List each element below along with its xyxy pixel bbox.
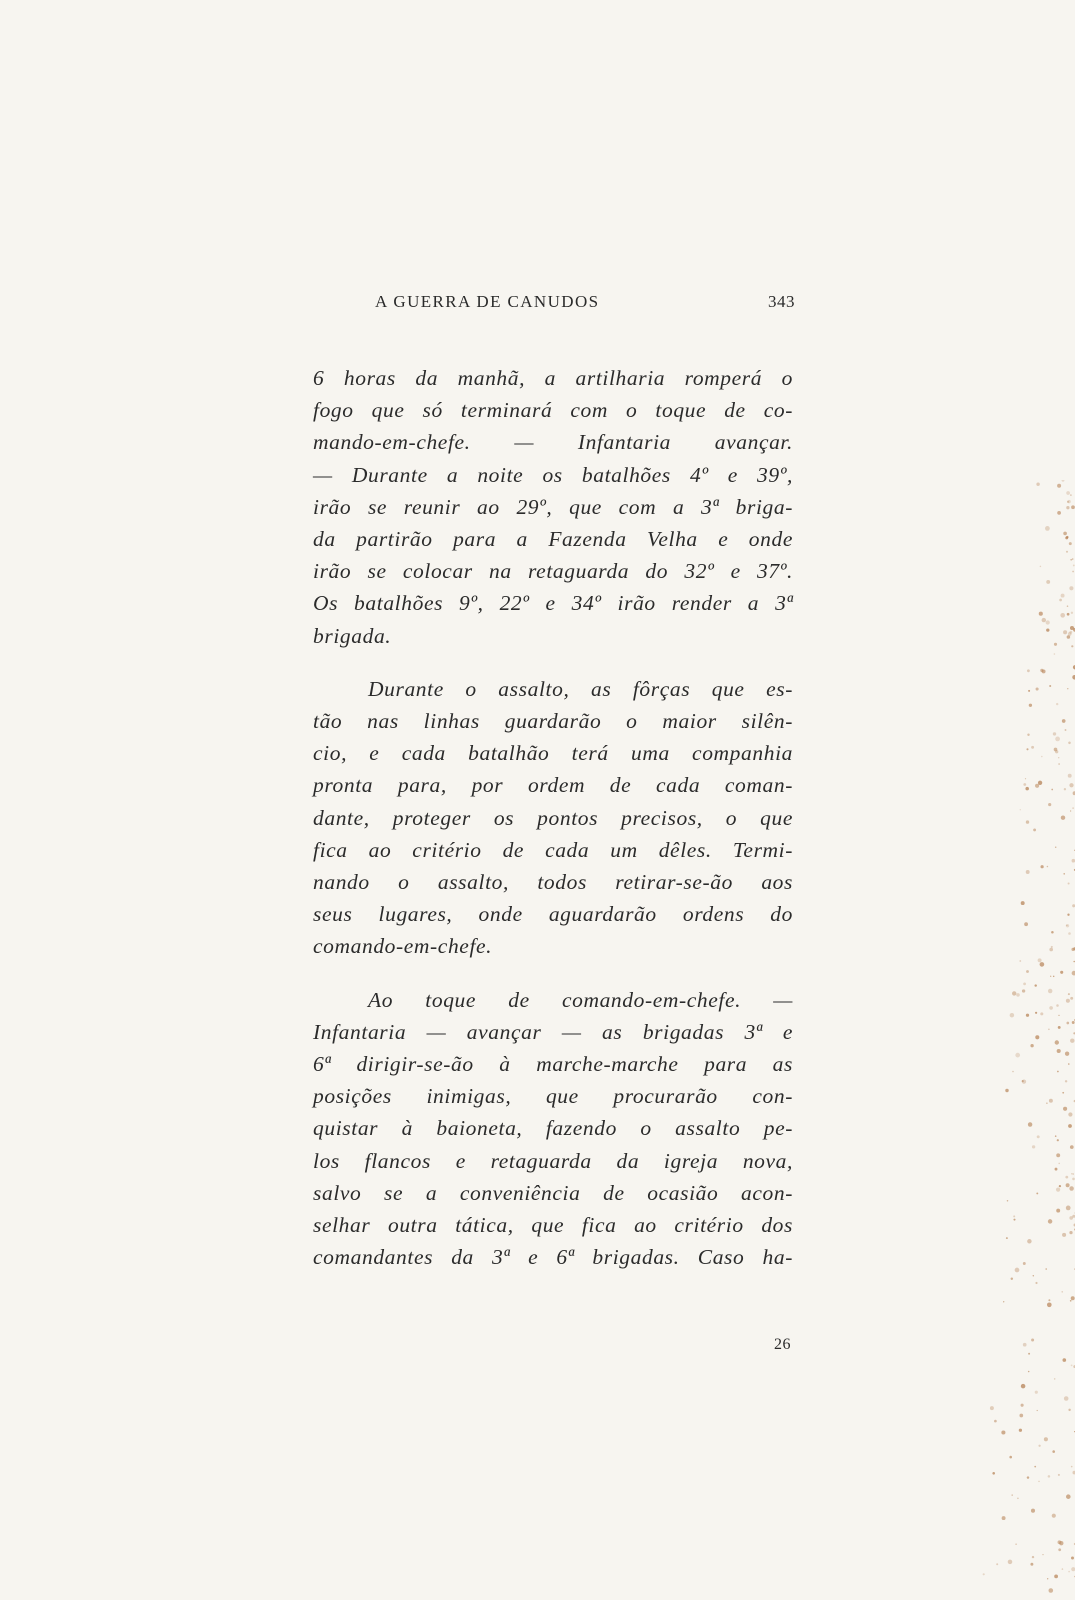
foxing-speck (1066, 506, 1069, 509)
text-line: mando-em-chefe. — Infantaria avançar. (313, 430, 793, 455)
foxing-speck (1023, 1262, 1026, 1265)
foxing-speck (1047, 866, 1049, 868)
foxing-speck (1035, 1035, 1039, 1039)
foxing-speck (1069, 586, 1073, 590)
foxing-speck (1021, 1404, 1024, 1407)
foxing-speck (1035, 1391, 1038, 1394)
foxing-speck (1006, 1237, 1008, 1239)
body-text (313, 362, 793, 1273)
foxing-speck (1056, 1187, 1060, 1191)
foxing-speck (1040, 865, 1043, 868)
foxing-speck (1068, 1571, 1070, 1573)
foxing-speck (994, 1420, 997, 1423)
page-header (375, 292, 795, 322)
foxing-speck (1056, 703, 1058, 705)
text-line: fica ao critério de cada um dêles. Termi- (313, 837, 793, 862)
paragraph (313, 362, 793, 652)
foxing-speck (1037, 1135, 1040, 1138)
foxing-speck (1038, 781, 1042, 785)
foxing-speck (1064, 1396, 1069, 1401)
foxing-speck (1068, 1112, 1072, 1116)
foxing-speck (1066, 551, 1068, 553)
foxing-speck (1053, 732, 1056, 735)
text-line: selhar outra tática, que fica ao critério dos (313, 1213, 793, 1238)
foxing-speck (1058, 1026, 1061, 1029)
text-line: irão se reunir ao 29º, que com a 3ª briga- (313, 494, 793, 519)
foxing-speck (1054, 643, 1057, 646)
foxing-speck (1025, 787, 1029, 791)
text-line: pronta para, por ordem de cada coman- (313, 773, 793, 798)
foxing-speck (1048, 1588, 1053, 1593)
foxing-speck (1066, 1206, 1071, 1211)
foxing-speck (1053, 976, 1054, 977)
foxing-speck (1049, 1099, 1053, 1103)
foxing-speck (1055, 1168, 1058, 1171)
foxing-speck (1069, 542, 1072, 545)
foxing-speck (1038, 958, 1042, 962)
foxing-speck (1072, 1173, 1074, 1175)
foxing-speck (983, 1573, 985, 1575)
foxing-speck (1040, 669, 1043, 672)
foxing-speck (1072, 558, 1074, 560)
foxing-speck (1066, 1022, 1069, 1025)
foxing-speck (1072, 1021, 1075, 1024)
foxing-speck (1069, 631, 1072, 634)
foxing-speck (1035, 1282, 1037, 1284)
foxing-speck (1057, 1049, 1061, 1053)
foxing-speck (1057, 511, 1061, 515)
foxing-speck (1071, 612, 1073, 614)
text-line: nando o assalto, todos retirar-se-ão aos (313, 870, 793, 895)
text-line: 6 horas da manhã, a artilharia romperá o (313, 366, 793, 390)
foxing-speck (1062, 1092, 1064, 1094)
foxing-speck (1066, 536, 1068, 538)
foxing-speck (1041, 756, 1043, 758)
foxing-speck (1071, 1296, 1075, 1300)
text-line: Os batalhões 9º, 22º e 34º irão render a 3ª (313, 591, 793, 616)
foxing-speck (1012, 1071, 1014, 1073)
foxing-speck (1047, 1302, 1052, 1307)
foxing-speck (1072, 807, 1074, 809)
foxing-speck (1028, 690, 1030, 692)
foxing-speck (1054, 653, 1056, 655)
foxing-speck (1027, 1476, 1029, 1478)
foxing-speck (1051, 789, 1053, 791)
foxing-speck (1051, 931, 1054, 934)
foxing-speck (1064, 788, 1066, 790)
foxing-speck (1065, 1176, 1068, 1179)
text-line: seus lugares, onde aguardarão ordens do (313, 902, 793, 927)
foxing-speck (1062, 1568, 1064, 1570)
foxing-speck (1070, 997, 1073, 1000)
foxing-speck (1015, 1268, 1020, 1273)
foxing-speck (1056, 1153, 1060, 1157)
foxing-speck (1036, 1192, 1038, 1194)
foxing-speck (1019, 1414, 1023, 1418)
foxing-speck (1009, 1456, 1012, 1459)
foxing-speck (1063, 630, 1067, 634)
foxing-speck (1062, 480, 1065, 482)
foxing-speck (1034, 984, 1036, 986)
foxing-speck (1028, 1371, 1030, 1373)
foxing-speck (1059, 599, 1062, 602)
foxing-speck (1042, 618, 1046, 622)
foxing-speck (1066, 925, 1067, 926)
foxing-speck (1058, 1548, 1061, 1551)
foxing-speck (1015, 1543, 1017, 1545)
paragraph (313, 673, 793, 963)
foxing-speck (1070, 1145, 1074, 1149)
foxing-speck (1003, 1301, 1004, 1302)
foxing-speck (1011, 1278, 1013, 1280)
running-title: A GUERRA DE CANUDOS (375, 292, 600, 311)
foxing-speck (1067, 688, 1068, 689)
foxing-speck (1056, 1209, 1060, 1213)
paragraph (313, 984, 793, 1274)
foxing-speck (1039, 612, 1043, 616)
foxing-speck (1069, 1186, 1073, 1190)
foxing-speck (1069, 1231, 1072, 1234)
foxing-speck (1058, 1474, 1060, 1476)
foxing-speck (1070, 810, 1071, 811)
foxing-speck (1065, 536, 1068, 539)
text-line: comando-em-chefe. (313, 934, 493, 959)
text-line: comandantes da 3ª e 6ª brigadas. Caso ha- (313, 1245, 793, 1270)
foxing-speck (1029, 704, 1032, 707)
foxing-speck (1058, 1540, 1062, 1544)
foxing-speck (1072, 1178, 1075, 1181)
foxing-speck (1062, 1291, 1063, 1292)
foxing-speck (1046, 620, 1050, 624)
foxing-speck (1072, 571, 1074, 573)
foxing-speck (1023, 783, 1026, 786)
foxing-speck (1042, 669, 1046, 673)
foxing-speck (1049, 948, 1053, 952)
foxing-speck (1065, 1052, 1069, 1056)
foxing-speck (1066, 999, 1070, 1003)
foxing-speck (1054, 1575, 1058, 1579)
foxing-speck (1055, 737, 1060, 742)
foxing-speck (1070, 559, 1072, 561)
foxing-speck (1068, 993, 1070, 995)
foxing-speck (1049, 1006, 1053, 1010)
foxing-speck (1035, 784, 1039, 788)
foxing-speck (1068, 1063, 1070, 1065)
foxing-speck (1040, 962, 1045, 967)
foxing-speck (1042, 1554, 1043, 1555)
foxing-speck (1072, 971, 1075, 976)
text-line: irão se colocar na retaguarda do 32º e 37º. (313, 559, 793, 584)
foxing-speck (996, 1563, 998, 1565)
foxing-speck (1067, 500, 1070, 503)
foxing-speck (1071, 1365, 1073, 1367)
foxing-speck (1061, 594, 1065, 598)
foxing-speck (1019, 1429, 1022, 1432)
foxing-speck (1052, 1514, 1056, 1518)
foxing-speck (1026, 748, 1028, 750)
foxing-speck (1063, 1358, 1067, 1362)
text-line: — Durante a noite os batalhões 4º e 39º, (313, 462, 793, 487)
foxing-speck (1066, 1183, 1070, 1187)
foxing-speck (1055, 1135, 1057, 1137)
foxing-speck (1054, 1378, 1056, 1380)
text-line: tão nas linhas guardarão o maior silên- (313, 709, 793, 734)
foxing-speck (1048, 1475, 1051, 1478)
foxing-speck (1032, 1556, 1034, 1558)
foxing-speck (992, 1472, 995, 1475)
foxing-speck (1026, 970, 1029, 973)
foxing-speck (1051, 946, 1053, 948)
foxing-speck (1021, 901, 1025, 905)
foxing-speck (1068, 632, 1072, 636)
foxing-speck (1030, 1563, 1033, 1566)
foxing-stains (980, 480, 1075, 1600)
foxing-speck (1068, 742, 1071, 745)
foxing-speck (1032, 1145, 1035, 1148)
text-line: posições inimigas, que procurarão con- (313, 1084, 793, 1109)
foxing-speck (1031, 746, 1034, 749)
foxing-speck (1048, 1299, 1050, 1301)
foxing-speck (1062, 719, 1066, 723)
foxing-speck (1054, 748, 1058, 752)
foxing-speck (1045, 526, 1050, 531)
foxing-speck (1072, 859, 1075, 863)
foxing-speck (1022, 989, 1025, 992)
text-line: Infantaria — avançar — as brigadas 3ª e (313, 1019, 793, 1044)
foxing-speck (1065, 1080, 1067, 1082)
foxing-speck (1060, 613, 1065, 618)
foxing-speck (1071, 505, 1075, 509)
foxing-speck (1005, 1089, 1008, 1092)
foxing-speck (1058, 1015, 1059, 1016)
foxing-speck (1059, 1185, 1061, 1187)
foxing-speck (1066, 924, 1069, 927)
foxing-speck (1071, 645, 1073, 647)
foxing-speck (1069, 1216, 1073, 1220)
foxing-speck (1058, 757, 1059, 758)
foxing-speck (1055, 846, 1056, 847)
page-number: 343 (768, 292, 795, 311)
foxing-speck (1022, 1080, 1024, 1082)
foxing-speck (1045, 1268, 1047, 1270)
foxing-speck (1063, 1107, 1067, 1111)
foxing-speck (1062, 1233, 1066, 1237)
foxing-speck (1037, 1410, 1038, 1411)
foxing-speck (1013, 1215, 1015, 1217)
foxing-speck (1063, 873, 1064, 874)
foxing-speck (1035, 1012, 1037, 1014)
foxing-speck (1056, 1004, 1059, 1007)
foxing-speck (1015, 1053, 1020, 1058)
foxing-speck (1063, 532, 1067, 536)
foxing-speck (1033, 828, 1036, 831)
foxing-speck (1055, 1040, 1059, 1044)
foxing-speck (1028, 1122, 1032, 1126)
foxing-speck (1068, 882, 1070, 884)
foxing-speck (1057, 1071, 1059, 1073)
text-line: salvo se a conveniência de ocasião acon- (313, 1180, 793, 1205)
foxing-speck (1068, 932, 1071, 935)
foxing-speck (1028, 1353, 1030, 1355)
foxing-speck (1026, 1014, 1029, 1017)
text-line: brigada. (313, 623, 392, 648)
foxing-speck (1007, 1200, 1009, 1202)
foxing-speck (1008, 1560, 1013, 1565)
foxing-speck (1069, 783, 1073, 787)
foxing-speck (1027, 733, 1029, 735)
text-line: fogo que só terminará com o toque de co- (313, 398, 793, 423)
text-line: los flancos e retaguarda da igreja nova, (313, 1148, 793, 1173)
foxing-speck (1060, 971, 1063, 974)
foxing-speck (1046, 1102, 1048, 1104)
foxing-speck (1012, 991, 1016, 995)
foxing-speck (1050, 976, 1051, 977)
foxing-speck (1002, 1516, 1006, 1520)
foxing-speck (1071, 1567, 1075, 1571)
foxing-speck (1055, 750, 1058, 753)
foxing-speck (1048, 803, 1051, 806)
text-line: Durante o assalto, as fôrças que es- (368, 676, 793, 701)
text-line: da partirão para a Fazenda Velha e onde (313, 527, 793, 552)
foxing-speck (1057, 1139, 1059, 1141)
foxing-speck (1046, 580, 1050, 584)
text-line: Ao toque de comando-em-chefe. — (368, 987, 793, 1012)
foxing-speck (1027, 669, 1030, 672)
foxing-speck (1048, 1219, 1052, 1223)
foxing-speck (1070, 1300, 1072, 1302)
foxing-speck (1071, 1173, 1072, 1174)
foxing-speck (1013, 1219, 1015, 1221)
foxing-speck (1070, 1038, 1074, 1042)
foxing-speck (1036, 482, 1039, 485)
foxing-speck (1067, 605, 1069, 607)
foxing-speck (1026, 870, 1030, 874)
foxing-speck (1067, 501, 1069, 503)
foxing-speck (1036, 687, 1039, 690)
foxing-speck (1038, 1445, 1040, 1447)
foxing-speck (1070, 626, 1074, 630)
foxing-speck (1034, 1466, 1036, 1468)
foxing-speck (1067, 635, 1071, 639)
foxing-speck (1067, 613, 1070, 616)
foxing-speck (1071, 1557, 1074, 1560)
foxing-speck (1052, 1450, 1055, 1453)
foxing-speck (1025, 778, 1026, 779)
foxing-speck (1011, 1494, 1012, 1495)
foxing-speck (1031, 1339, 1034, 1342)
foxing-speck (1047, 1578, 1048, 1579)
foxing-speck (1058, 763, 1060, 765)
foxing-speck (1068, 774, 1072, 778)
foxing-speck (1068, 1124, 1072, 1128)
text-line: cio, e cada batalhão terá uma companhia (313, 741, 793, 766)
foxing-speck (1046, 628, 1049, 631)
foxing-speck (1027, 1239, 1032, 1244)
foxing-speck (1020, 809, 1021, 810)
foxing-speck (1057, 484, 1061, 488)
foxing-speck (1030, 1044, 1033, 1047)
foxing-speck (1033, 1275, 1034, 1276)
text-line: quistar à baioneta, fazendo o assalto pe- (313, 1116, 793, 1141)
foxing-speck (1044, 1437, 1048, 1441)
text-line: dante, proteger os pontos precisos, o que (313, 805, 793, 830)
foxing-speck (1038, 1481, 1040, 1483)
foxing-speck (1019, 960, 1021, 962)
foxing-speck (1023, 1343, 1027, 1347)
foxing-speck (1066, 1494, 1071, 1499)
text-line: 6ª dirigir-se-ão à marche-marche para as (313, 1052, 793, 1077)
foxing-speck (1061, 815, 1065, 819)
foxing-speck (1021, 1384, 1026, 1389)
foxing-speck (1048, 1028, 1050, 1030)
foxing-speck (1070, 494, 1072, 496)
foxing-speck (1017, 1497, 1019, 1499)
foxing-speck (1001, 1430, 1005, 1434)
foxing-speck (1073, 564, 1075, 566)
foxing-speck (1071, 948, 1074, 951)
foxing-speck (990, 1406, 994, 1410)
foxing-speck (1031, 1509, 1035, 1513)
foxing-speck (1040, 566, 1042, 568)
foxing-speck (1049, 685, 1051, 687)
foxing-speck (1010, 1013, 1015, 1018)
foxing-speck (1048, 989, 1052, 993)
foxing-speck (1067, 914, 1069, 916)
foxing-speck (1040, 1012, 1043, 1015)
foxing-speck (1058, 1163, 1060, 1165)
foxing-speck (1059, 1541, 1063, 1545)
foxing-speck (1016, 993, 1020, 997)
signature-mark: 26 (774, 1336, 791, 1353)
foxing-speck (1022, 1079, 1026, 1083)
foxing-speck (1071, 1466, 1073, 1468)
foxing-speck (1026, 820, 1029, 823)
foxing-speck (1065, 729, 1067, 731)
foxing-speck (1024, 922, 1028, 926)
foxing-speck (1068, 1409, 1070, 1411)
foxing-speck (1066, 491, 1070, 495)
foxing-speck (1023, 983, 1026, 986)
